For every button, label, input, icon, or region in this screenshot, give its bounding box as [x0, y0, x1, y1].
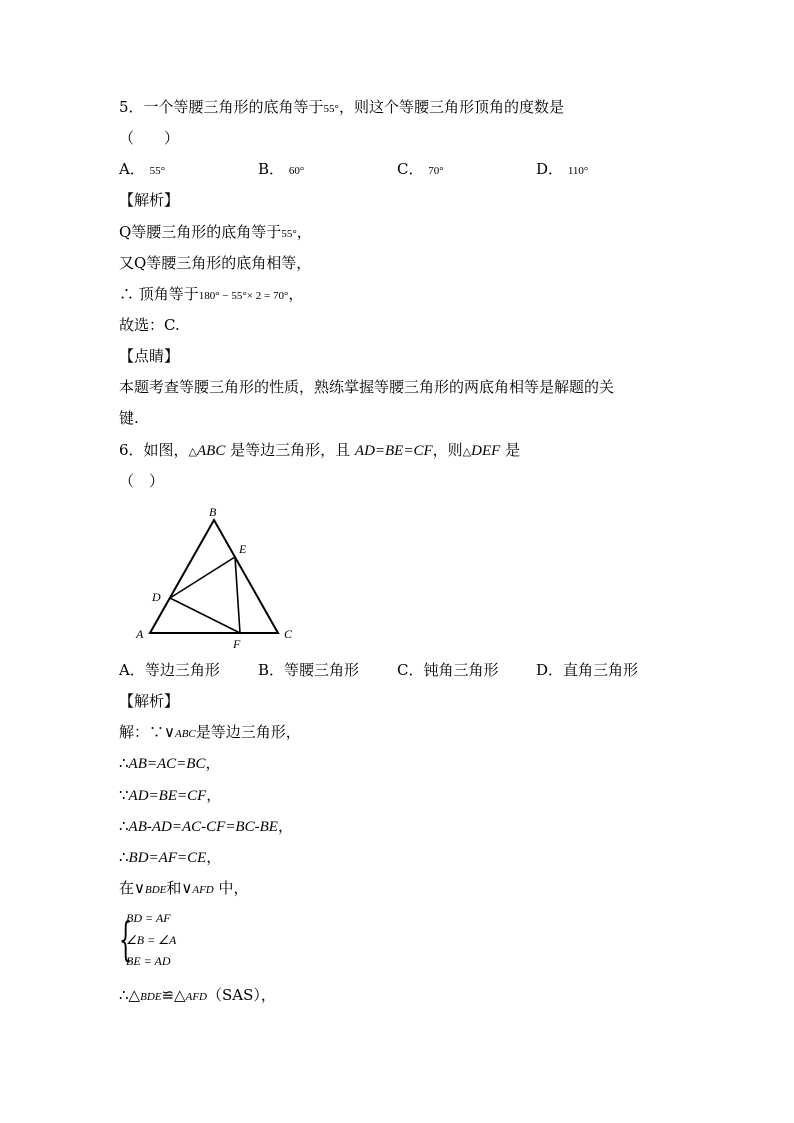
- q6-stem-mid: 是等边三角形，且: [225, 441, 355, 459]
- q6-l2-a: ∴: [119, 754, 129, 772]
- q6-l3-a: ∵: [119, 786, 129, 804]
- q6-l3-c: ，: [206, 786, 222, 804]
- q6-line-2: [119, 753, 220, 774]
- label-a: A: [136, 627, 144, 641]
- q6-option-b: B．等腰三角形: [258, 661, 360, 679]
- q6-line-3: [119, 785, 221, 806]
- q5-analysis-line-2: 又Q等腰三角形的底角相等，: [119, 254, 312, 272]
- q6-l5-a: ∴: [119, 848, 129, 866]
- q5-option-c-letter: C．: [397, 160, 424, 178]
- q6-stem-def: DEF: [471, 443, 501, 459]
- q5-analysis-line-3: [119, 284, 303, 306]
- q6-triangle-symbol: △: [188, 446, 198, 458]
- q6-triangle-figure: [130, 500, 300, 650]
- system-eq-2: ∠B = ∠A: [126, 933, 177, 947]
- q6-l4-c: ，: [277, 817, 293, 835]
- q6-l6-b: BDE: [144, 884, 167, 896]
- q6-line-1: [119, 722, 301, 744]
- label-f: F: [233, 637, 241, 650]
- label-e: E: [239, 542, 247, 556]
- q6-option-d: D．直角三角形: [536, 661, 639, 679]
- q6-analysis-heading: 【解析】: [119, 692, 180, 710]
- q6-option-c: C．钝角三角形: [397, 661, 499, 679]
- q6-l7-d: AFD: [185, 991, 207, 1003]
- q6-conclusion: [119, 985, 276, 1007]
- label-d: D: [152, 590, 161, 604]
- triangle-def: [170, 557, 240, 633]
- q5-analysis-line-1: [119, 222, 312, 244]
- q6-line-6: [119, 878, 249, 900]
- q6-l7-b: BDE: [140, 991, 162, 1003]
- q6-l7-e: （SAS），: [206, 986, 276, 1004]
- system-brace: {: [119, 912, 133, 966]
- q6-line-5: [119, 847, 221, 868]
- q5-option-a-letter: A．: [119, 160, 145, 178]
- q5-l1-text: Q等腰三角形的底角等于: [119, 223, 282, 241]
- q6-l4-b: AB-AD=AC-CF=BC-BE: [128, 819, 278, 835]
- q5-option-c-value: 70°: [428, 165, 444, 177]
- q5-l1-end: ，: [296, 223, 312, 241]
- q6-l1-b: ABC: [174, 728, 196, 740]
- triangle-abc: [150, 520, 278, 633]
- q6-stem-equation: AD=BE=CF: [354, 443, 433, 459]
- q6-line-4: [119, 816, 293, 837]
- q5-option-d-letter: D．: [536, 160, 564, 178]
- q6-l6-c: 和∨: [166, 879, 193, 897]
- q6-l1-c: 是等边三角形，: [195, 723, 301, 741]
- q5-option-a: [119, 159, 165, 181]
- q5-l3-text: ∴ 顶角等于: [119, 285, 199, 303]
- q5-comment-heading: 【点睛】: [119, 347, 180, 365]
- q6-stem-end: 是: [500, 441, 521, 459]
- q6-l3-b: AD=BE=CF: [128, 788, 207, 804]
- q6-l6-e: 中，: [213, 879, 249, 897]
- q6-l5-b: BD=AF=CE: [128, 850, 207, 866]
- q6-l6-d: AFD: [192, 884, 214, 896]
- q5-option-b: [258, 159, 304, 181]
- q6-stem-then: ，则: [432, 441, 463, 459]
- q5-stem-angle: 55°: [323, 103, 339, 115]
- label-c: C: [284, 627, 293, 641]
- q5-comment-line-2: 键.: [119, 409, 139, 427]
- q5-option-c: [397, 159, 444, 181]
- q5-stem-text: 5．一个等腰三角形的底角等于: [119, 98, 324, 116]
- q5-l3-end: ，: [288, 285, 304, 303]
- q6-l6-a: 在∨: [119, 879, 145, 897]
- system-eq-1: BD = AF: [126, 911, 171, 925]
- q6-l7-c: ≌△: [161, 986, 186, 1004]
- system-eq-3: BE = AD: [126, 954, 171, 968]
- q6-l2-c: ，: [205, 754, 221, 772]
- q5-answer: 故选：C.: [119, 316, 180, 334]
- q6-stem-start: 6．如图，: [119, 441, 189, 459]
- q5-l1-angle: 55°: [281, 228, 297, 240]
- q5-stem-end: ，则这个等腰三角形顶角的度数是: [338, 98, 564, 116]
- q6-stem-abc: ABC: [197, 443, 226, 459]
- q6-l5-c: ，: [206, 848, 222, 866]
- q5-option-a-value: 55°: [149, 165, 166, 177]
- label-b: B: [209, 505, 217, 519]
- q6-stem: [119, 440, 520, 462]
- q5-comment-line-1: 本题考查等腰三角形的性质，熟练掌握等腰三角形的两底角相等是解题的关: [119, 378, 615, 396]
- q5-stem: [119, 97, 564, 119]
- q5-option-b-letter: B．: [258, 160, 285, 178]
- q6-triangle-symbol-2: △: [462, 446, 472, 458]
- q5-option-d-value: 110°: [567, 165, 589, 177]
- q5-l3-formula: 180° − 55°× 2 = 70°: [198, 290, 289, 302]
- q5-option-d: [536, 159, 588, 181]
- q6-l1-a: 解：∵∨: [119, 723, 175, 741]
- q6-l2-b: AB=AC=BC: [128, 756, 206, 772]
- q6-l7-a: ∴△: [119, 986, 141, 1004]
- q5-option-b-value: 60°: [288, 165, 305, 177]
- q5-paren: （ ）: [119, 129, 180, 147]
- q6-option-a: A．等边三角形: [119, 661, 220, 679]
- q6-paren: （ ）: [119, 472, 165, 490]
- q6-l4-a: ∴: [119, 817, 129, 835]
- q5-analysis-heading: 【解析】: [119, 191, 180, 209]
